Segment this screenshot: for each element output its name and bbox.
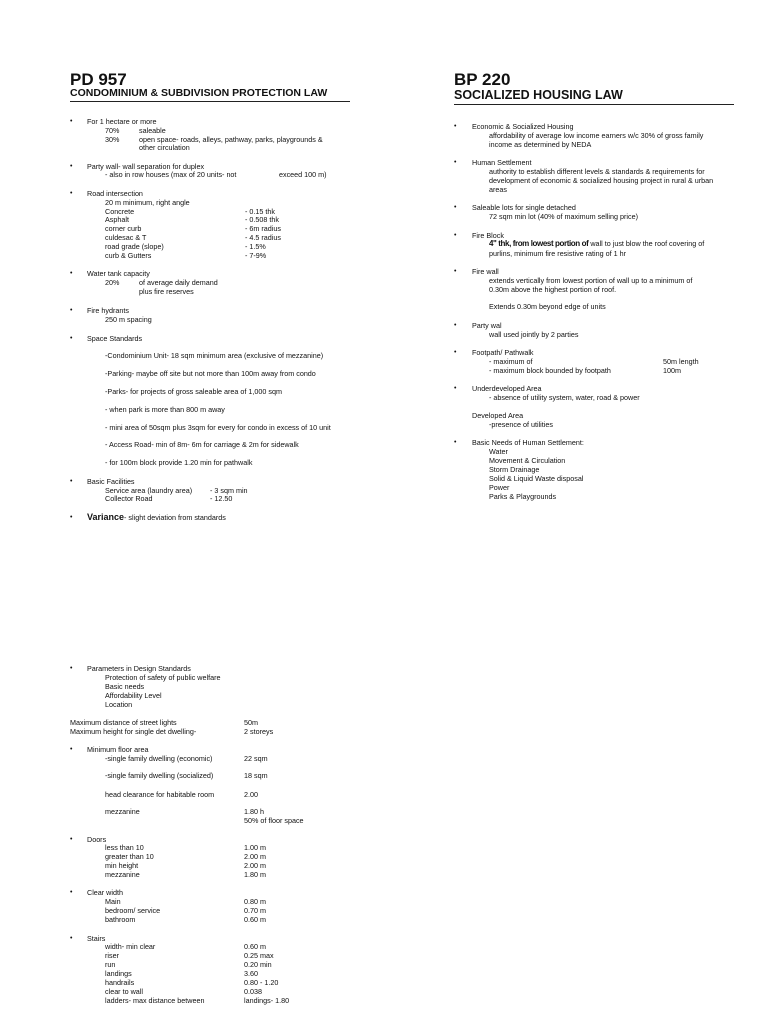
bullet: • [454,159,457,166]
hydrant-sub: 250 m spacing [105,315,152,324]
floor-row-label: mezzanine [105,807,140,816]
needs-item: Solid & Liquid Waste disposal [489,474,584,483]
bullet: • [70,836,73,843]
params-item: Basic needs [105,682,145,691]
facilities-heading: Basic Facilities [87,477,135,486]
stairs-row-value: 0.038 [244,987,262,996]
hectare-heading: For 1 hectare or more [87,117,157,126]
road-row-value: - 6m radius [245,224,281,233]
stairs-row-value: 0.80 - 1.20 [244,978,279,987]
stairs-row-value: 3.60 [244,969,258,978]
space-item: -Condominium Unit- 18 sqm minimum area (exclusive of mezzanine) [105,351,324,360]
floor-heading: Minimum floor area [87,745,149,754]
needs-item: Power [489,483,510,492]
maxdist-value: 50m [244,718,258,727]
fireblock-rest: wall to just blow the roof covering of [590,239,705,248]
party-sub: - also in row houses (max of 20 units- not [105,170,237,179]
hectare-p1-desc: saleable [139,126,166,135]
econ-heading: Economic & Socialized Housing [472,122,574,131]
footpath-row-label: - maximum block bounded by footpath [489,366,611,375]
stairs-row-value: landings- 1.80 [244,996,290,1005]
doors-row-value: 1.00 m [244,843,266,852]
road-row-value: - 0.15 thk [245,207,275,216]
clear-row-label: bedroom/ service [105,906,161,915]
clear-heading: Clear width [87,888,123,897]
fireblock-line: purlins, minimum fire resistive rating of 1 hr [489,249,627,258]
stairs-row-label: handrails [105,978,135,987]
water-heading: Water tank capacity [87,269,150,278]
bullet: • [70,270,73,277]
partywal-heading: Party wal [472,321,502,330]
doors-row-value: 2.00 m [244,861,266,870]
floor-row-label: -single family dwelling (economic) [105,754,213,763]
bullet: • [70,163,73,170]
left-title-rule [70,101,350,102]
space-item: -Parking- maybe off site but not more than 100m away from condo [105,369,316,378]
bullet: • [70,746,73,753]
fireblock-thk: 4" thk, from lowest portion of [489,239,589,248]
clear-row-value: 0.70 m [244,906,266,915]
needs-item: Storm Drainage [489,465,540,474]
firewall-heading: Fire wall [472,267,499,276]
bullet: • [454,322,457,329]
underdev-heading: Underdeveloped Area [472,384,542,393]
bullet: • [70,335,73,342]
developed-line: -presence of utilities [489,420,553,429]
water-desc2: plus fire reserves [139,287,194,296]
variance-desc: - slight deviation from standards [124,513,226,522]
bullet: • [70,514,73,521]
water-desc: of average daily demand [139,278,218,287]
hectare-p2-desc: open space- roads, alleys, pathway, parks, playgrounds & [139,135,323,144]
params-heading: Parameters in Design Standards [87,664,191,673]
econ-line: income as determined by NEDA [489,140,592,149]
doors-row-value: 2.00 m [244,852,266,861]
party-sub2: exceed 100 m) [279,170,327,179]
floor-row-label: head clearance for habitable room [105,790,215,799]
needs-heading: Basic Needs of Human Settlement: [472,438,584,447]
bullet: • [454,123,457,130]
saleable-line: 72 sqm min lot (40% of maximum selling price) [489,212,638,221]
saleable-heading: Saleable lots for single detached [472,203,576,212]
facilities-row-value: - 12.50 [210,494,233,503]
partywal-line: wall used jointly by 2 parties [489,330,579,339]
variance-term: Variance [87,512,125,522]
needs-item: Water [489,447,508,456]
road-row-value: - 1.5% [245,242,266,251]
human-line: areas [489,185,507,194]
road-sub: 20 m minimum, right angle [105,198,190,207]
party-heading: Party wall- wall separation for duplex [87,162,205,171]
facilities-row-value: - 3 sqm min [210,486,248,495]
hectare-p2: 30% [105,135,120,144]
doors-row-label: mezzanine [105,870,140,879]
bullet: • [454,232,457,239]
fireblock-heading: Fire Block [472,231,504,240]
bullet: • [454,204,457,211]
road-row-label: road grade (slope) [105,242,164,251]
bullet: • [454,439,457,446]
space-item: -Parks- for projects of gross saleable area of 1,000 sqm [105,387,282,396]
floor-row-label: -single family dwelling (socialized) [105,771,214,780]
road-row-value: - 7-9% [245,251,267,260]
econ-line: affordability of average low income earners w/c 30% of gross family [489,131,704,140]
road-row-label: Asphalt [105,215,129,224]
doors-row-label: greater than 10 [105,852,154,861]
right-law-code: BP 220 [454,70,511,89]
bullet: • [70,889,73,896]
bullet: • [70,935,73,942]
right-title-rule [454,104,734,105]
stairs-row-value: 0.25 max [244,951,274,960]
firewall-line: Extends 0.30m beyond edge of units [489,302,606,311]
floor-row-value2: 50% of floor space [244,816,304,825]
human-line: development of economic & socialized housing project in rural & urban [489,176,714,185]
hectare-p2-desc2: other circulation [139,143,190,152]
doors-heading: Doors [87,835,107,844]
stairs-row-label: run [105,960,116,969]
variance-line [87,511,226,524]
road-row-label: curb & Gutters [105,251,152,260]
params-item: Protection of safety of public welfare [105,673,221,682]
footpath-row-value: 100m [663,366,681,375]
stairs-row-label: landings [105,969,132,978]
firewall-line: 0.30m above the highest portion of roof. [489,285,617,294]
maxheight-label: Maximum height for single det dwelling- [70,727,197,736]
maxdist-label: Maximum distance of street lights [70,718,177,727]
clear-row-value: 0.80 m [244,897,266,906]
bullet: • [70,118,73,125]
clear-row-value: 0.60 m [244,915,266,924]
underdev-line: - absence of utility system, water, road & power [489,393,640,402]
left-law-code: PD 957 [70,70,127,89]
bullet: • [70,665,73,672]
doors-row-label: min height [105,861,139,870]
needs-item: Movement & Circulation [489,456,566,465]
hectare-p1: 70% [105,126,120,135]
doors-row-label: less than 10 [105,843,144,852]
fireblock-line [489,239,704,248]
human-line: authority to establish different levels & standards & requirements for [489,167,705,176]
params-item: Affordability Level [105,691,162,700]
firewall-line: extends vertically from lowest portion of wall up to a minimum of [489,276,693,285]
bullet: • [454,385,457,392]
bullet: • [70,307,73,314]
maxheight-value: 2 storeys [244,727,274,736]
floor-row-value: 22 sqm [244,754,268,763]
space-item: - for 100m block provide 1.20 min for pathwalk [105,458,253,467]
stairs-row-label: clear to wall [105,987,143,996]
floor-row-value: 2.00 [244,790,258,799]
stairs-row-label: ladders- max distance between [105,996,205,1005]
floor-row-value: 1.80 h [244,807,264,816]
bullet: • [70,190,73,197]
stairs-row-label: riser [105,951,119,960]
right-law-title: SOCIALIZED HOUSING LAW [454,88,623,102]
stairs-heading: Stairs [87,934,106,943]
road-row-label: Concrete [105,207,135,216]
stairs-row-value: 0.60 m [244,942,266,951]
space-item: - when park is more than 800 m away [105,405,225,414]
road-heading: Road intersection [87,189,143,198]
footpath-heading: Footpath/ Pathwalk [472,348,534,357]
doors-row-value: 1.80 m [244,870,266,879]
left-law-title: CONDOMINIUM & SUBDIVISION PROTECTION LAW [70,87,328,99]
road-row-value: - 4.5 radius [245,233,281,242]
stairs-row-value: 0.20 min [244,960,272,969]
water-pct: 20% [105,278,120,287]
space-heading: Space Standards [87,334,143,343]
stairs-row-label: width- min clear [105,942,156,951]
road-row-label: corner curb [105,224,142,233]
facilities-row-label: Collector Road [105,494,153,503]
space-item: - mini area of 50sqm plus 3sqm for every for condo in excess of 10 unit [105,423,331,432]
clear-row-label: bathroom [105,915,136,924]
params-item: Location [105,700,133,709]
bullet: • [454,268,457,275]
developed-heading: Developed Area [472,411,524,420]
road-row-label: culdesac & T [105,233,147,242]
bullet: • [454,349,457,356]
needs-item: Parks & Playgrounds [489,492,557,501]
bullet: • [70,478,73,485]
footpath-row-label: - maximum of [489,357,533,366]
hydrant-heading: Fire hydrants [87,306,129,315]
road-row-value: - 0.508 thk [245,215,279,224]
floor-row-value: 18 sqm [244,771,268,780]
space-item: - Access Road- min of 8m- 6m for carriage & 2m for sidewalk [105,440,299,449]
facilities-row-label: Service area (laundry area) [105,486,193,495]
clear-row-label: Main [105,897,121,906]
footpath-row-value: 50m length [663,357,699,366]
human-heading: Human Settlement [472,158,532,167]
